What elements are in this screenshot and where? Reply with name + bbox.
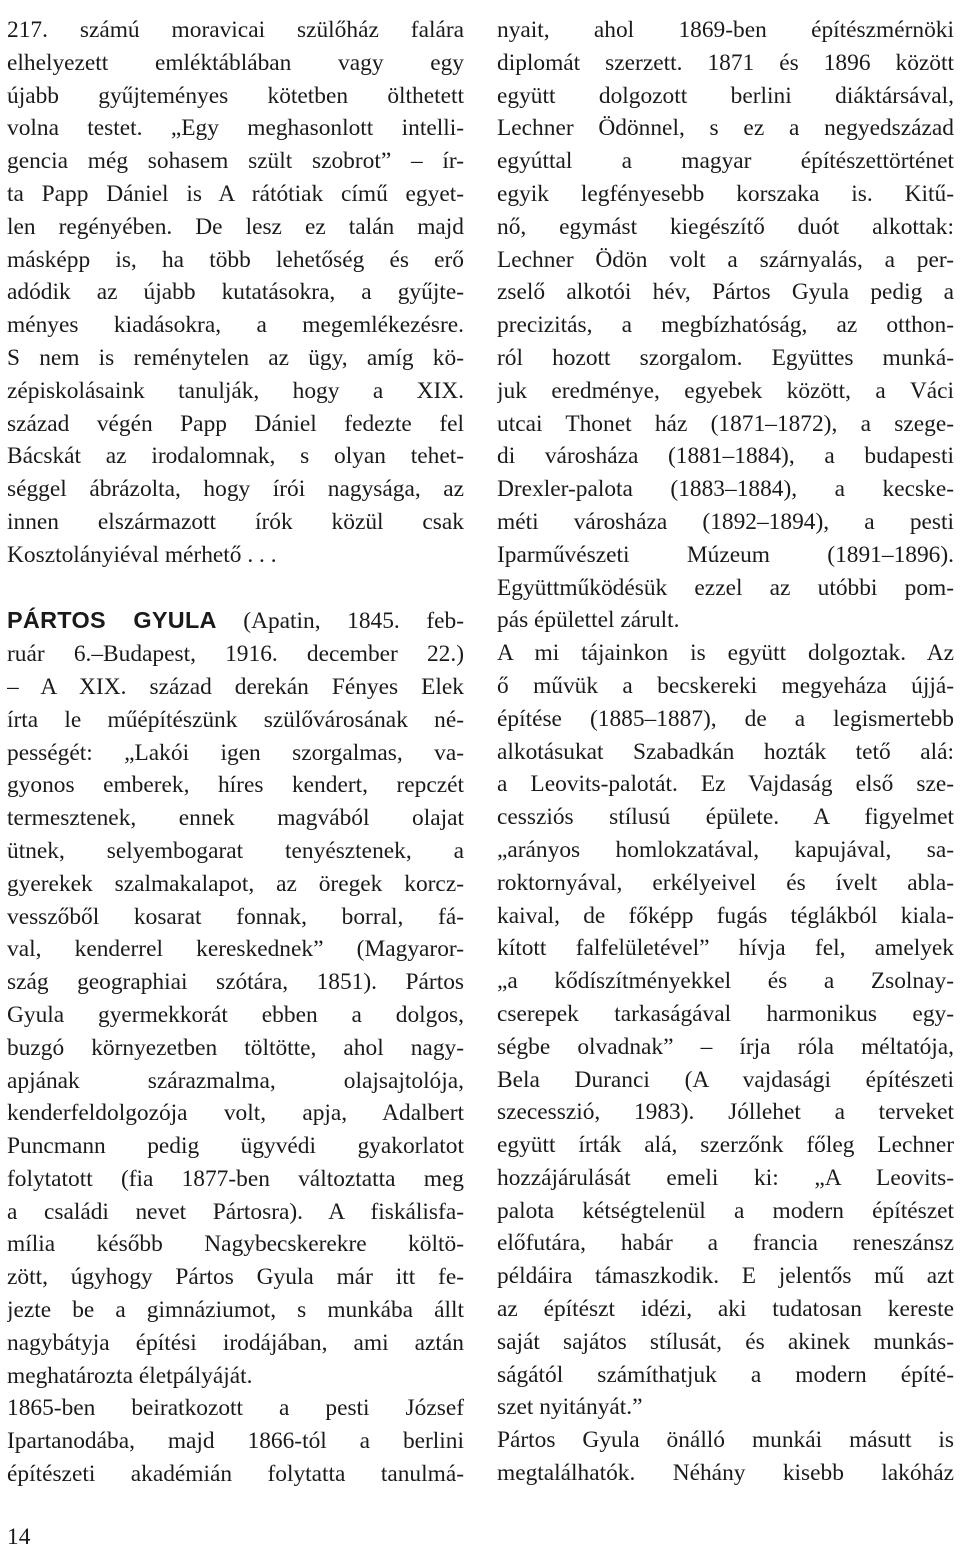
text-line: hozzájárulását emeli ki: „A Leovits- (497, 1164, 954, 1191)
text-line: zépiskolásaink tanulják, hogy a XIX. (7, 377, 464, 404)
text-line: ságától számíthatjuk a modern építé- (497, 1361, 954, 1388)
text-line: di városháza (1881–1884), a budapesti (497, 443, 954, 470)
text-line: megtalálhatók. Néhány kisebb lakóház (497, 1460, 954, 1487)
text-line: folytatott (fia 1877-ben változtatta meg (7, 1165, 464, 1192)
text-line: Bela Duranci (A vajdasági építészeti (497, 1066, 954, 1093)
person-name-heading: PÁRTOS GYULA (7, 607, 217, 634)
text-line: nő, egymást kiegészítő duót alkottak: (497, 213, 954, 240)
text-line: pás épülettel zárult. (497, 607, 680, 634)
text-line: len regényében. De lesz ez talán majd (7, 213, 464, 240)
text-line: ruár 6.–Budapest, 1916. december 22.) (7, 641, 464, 668)
text-line: ségbe olvadnak” – írja róla méltatója, (497, 1033, 954, 1060)
text-line: juk eredménye, egyebek között, a Váci (497, 377, 954, 404)
text-line: ő művük a becskereki megyeháza újjá- (497, 672, 954, 699)
text-line: Ipartanodába, majd 1866-tól a berlini (7, 1428, 464, 1455)
text-line: palota kétségtelenül a modern építészet (497, 1197, 954, 1224)
left-paragraph-1 (7, 14, 464, 572)
text-line: szet nyitányát.” (497, 1394, 643, 1421)
text-line: termesztenek, ennek magvából olajat (7, 805, 464, 832)
left-paragraph-2 (7, 638, 464, 1392)
text-line: nagybátyja építési irodájában, ami aztán (7, 1329, 464, 1356)
text-line: kított falfelületével” hívja fel, amelyek (497, 935, 954, 962)
text-line: roktornyával, erkélyeivel és ívelt abla- (497, 869, 954, 896)
text-line: kenderfeldolgozója volt, apja, Adalbert (7, 1100, 464, 1127)
text-line: Iparművészeti Múzeum (1891–1896). (497, 541, 954, 568)
text-line: adódik az újabb kutatásokra, a gyűjte- (7, 279, 464, 306)
text-line: Kosztolányiéval mérhető . . . (7, 541, 277, 568)
text-line: szág geographiai szótára, 1851). Pártos (7, 969, 464, 996)
left-paragraph-3 (7, 1392, 464, 1490)
text-line: cserepek tarkaságával harmonikus egy- (497, 1000, 954, 1027)
right-text-column (497, 14, 954, 1490)
text-line: Együttműködésük ezzel az utóbbi pom- (497, 574, 954, 601)
text-line: precizitás, a megbízhatóság, az otthon- (497, 312, 954, 339)
heading-line (7, 604, 464, 638)
text-line: séggel ábrázolta, hogy írói nagysága, az (7, 476, 464, 503)
text-line: „arányos homlokzatával, kapujával, sa- (497, 836, 954, 863)
text-line: saját sajátos stílusát, és akinek munkás- (497, 1328, 954, 1355)
text-line: val, kenderrel kereskednek” (Magyaror- (7, 936, 464, 963)
text-line: együtt írták alá, szerzőnk főleg Lechner (497, 1132, 954, 1159)
text-line: egyúttal a magyar építészettörténet (497, 148, 954, 175)
text-line: méti városháza (1892–1894), a pesti (497, 508, 954, 535)
paragraph-gap (7, 572, 464, 605)
text-line: Gyula gyermekkorát ebben a dolgos, (7, 1001, 464, 1028)
text-line: építészeti akadémián folytatta tanulmá- (7, 1461, 464, 1488)
text-line: kaival, de főképp fugás téglákból kiala- (497, 902, 954, 929)
text-line: Puncmann pedig ügyvédi gyakorlatot (7, 1133, 464, 1160)
text-line: Pártos Gyula önálló munkái másutt is (497, 1427, 954, 1454)
text-line: az építészt idézi, aki tudatosan kereste (497, 1296, 954, 1323)
text-line: mília később Nagybecskerekre költö- (7, 1231, 464, 1258)
left-text-column (7, 14, 464, 1491)
right-paragraph-2 (497, 637, 954, 1424)
text-line: zött, úgyhogy Pártos Gyula már itt fe- (7, 1264, 464, 1291)
text-line: előfutára, habár a francia reneszánsz (497, 1230, 954, 1257)
text-line: 217. számú moravicai szülőház falára (7, 17, 464, 43)
text-line: példáira támaszkodik. E jelentős mű azt (497, 1263, 954, 1290)
text-line: buzgó környezetben töltötte, ahol nagy- (7, 1034, 464, 1061)
text-line: gyonos emberek, híres kendert, repczét (7, 772, 464, 799)
right-paragraph-3 (497, 1424, 954, 1490)
text-line: Lechner Ödönnel, s ez a negyedszázad (497, 115, 954, 142)
text-line: alkotásukat Szabadkán hozták tető alá: (497, 738, 954, 765)
text-line: ményes kiadásokra, a megemlékezésre. (7, 312, 464, 339)
left-paragraph-heading (7, 604, 464, 638)
text-line: Drexler-palota (1883–1884), a kecske- (497, 476, 954, 503)
text-line: volna testet. „Egy meghasonlott intelli- (7, 115, 464, 142)
text-line: – A XIX. század derekán Fényes Elek (7, 673, 464, 700)
text-line: 1865-ben beiratkozott a pesti József (7, 1395, 464, 1422)
text-line: Lechner Ödön volt a szárnyalás, a per- (497, 246, 954, 273)
text-line: szecesszió, 1983). Jóllehet a terveket (497, 1099, 954, 1126)
text-line: a családi nevet Pártosra). A fiskálisfa- (7, 1198, 464, 1225)
text-line: meghatározta életpályáját. (7, 1362, 253, 1389)
text-line: cessziós stílusú épülete. A figyelmet (497, 804, 954, 831)
text-line: S nem is reménytelen az ügy, amíg kö- (7, 344, 464, 371)
text-line: diplomát szerzett. 1871 és 1896 között (497, 49, 954, 76)
text-line: utcai Thonet ház (1871–1872), a szege- (497, 410, 954, 437)
text-line: Bácskát az irodalomnak, s olyan tehet- (7, 443, 464, 470)
text-line: nyait, ahol 1869-ben építészmérnöki (497, 17, 954, 43)
right-paragraph-1 (497, 14, 954, 637)
text-line: gyerekek szalmakalapot, az öregek korcz- (7, 870, 464, 897)
text-line: ta Papp Dániel is A rátótiak című egyet- (7, 180, 464, 207)
text-line: zselő alkotói hév, Pártos Gyula pedig a (497, 279, 954, 306)
text-line: pességét: „Lakói igen szorgalmas, va- (7, 739, 464, 766)
text-line: a Leovits-palotát. Ez Vajdaság első sze- (497, 771, 954, 798)
text-line: vesszőből kosarat fonnak, borral, fá- (7, 903, 464, 930)
text-line: elhelyezett emléktáblában vagy egy (7, 49, 464, 76)
text-line: másképp is, ha több lehetőség és erő (7, 246, 464, 273)
text-line: írta le műépítészünk szülővárosának né- (7, 706, 464, 733)
text-line: jezte be a gimnáziumot, s munkába állt (7, 1297, 464, 1324)
text-line: újabb gyűjteményes kötetben ölthetett (7, 82, 464, 109)
text-line: egyik legfényesebb korszaka is. Kitű- (497, 180, 954, 207)
text-line: apjának szárazmalma, olajsajtolója, (7, 1067, 464, 1094)
text-line: század végén Papp Dániel fedezte fel (7, 410, 464, 437)
text-line: A mi tájainkon is együtt dolgoztak. Az (497, 640, 954, 667)
text-line: építése (1885–1887), de a legismertebb (497, 705, 954, 732)
text-line: együtt dolgozott berlini diáktársával, (497, 82, 954, 109)
page-number: 14 (7, 1524, 31, 1550)
text-line: ról hozott szorgalom. Együttes munká- (497, 344, 954, 371)
text-line: gencia még sohasem szült szobrot” – ír- (7, 148, 464, 175)
text-line: „a kődíszítményekkel és a Zsolnay- (497, 968, 954, 995)
text-line: ütnek, selyembogarat tenyésztenek, a (7, 837, 464, 864)
text-line: innen elszármazott írók közül csak (7, 508, 464, 535)
heading-dates: (Apatin, 1845. feb- (216, 608, 464, 635)
